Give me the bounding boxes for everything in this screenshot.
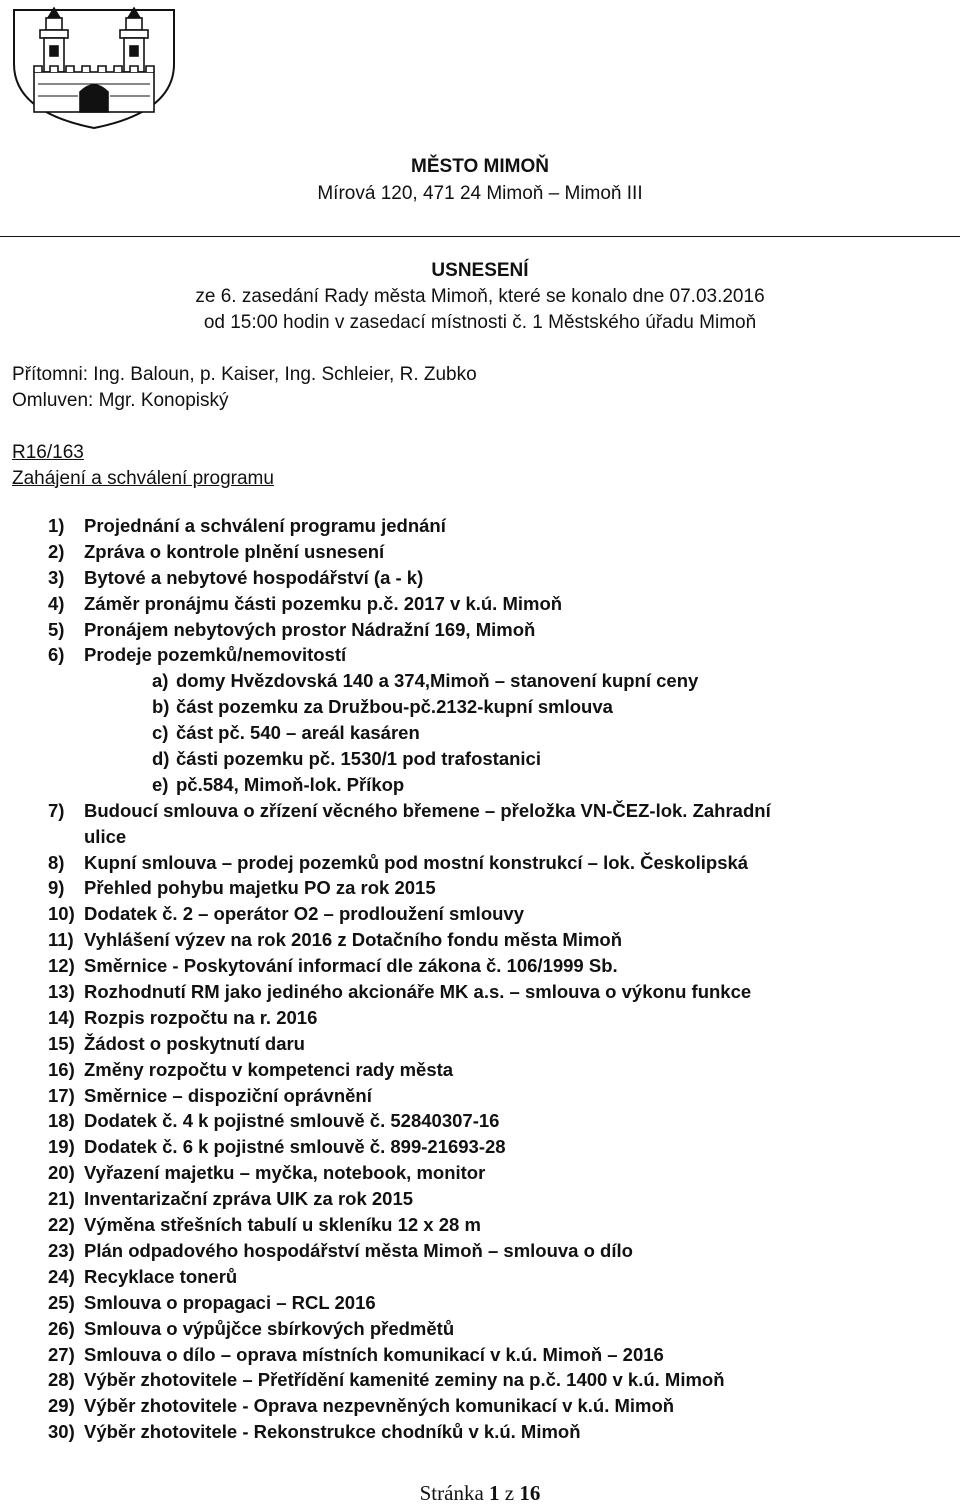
agenda-item-text: Kupní smlouva – prodej pozemků pod mostní konstrukcí – lok. Českolipská <box>84 851 749 873</box>
agenda-item-text: části pozemku pč. 1530/1 pod trafostanici <box>176 748 541 770</box>
agenda-item-text: Výběr zhotovitele – Přetřídění kamenité zeminy na p.č. 1400 v k.ú. Mimoň <box>84 1369 725 1391</box>
agenda-item <box>48 1238 948 1264</box>
agenda-item-text: Vyřazení majetku – myčka, notebook, monitor <box>84 1162 486 1184</box>
agenda-item-text: Výměna střešních tabulí u skleníku 12 x 28 m <box>84 1214 481 1236</box>
town-name: MĚSTO MIMOŇ <box>411 156 549 177</box>
agenda-item <box>48 1057 948 1083</box>
agenda-item <box>48 694 948 720</box>
agenda-item <box>48 979 948 1005</box>
agenda-item <box>48 539 948 565</box>
agenda-item-number: e) <box>152 773 169 795</box>
agenda-item-number: 8) <box>48 851 65 873</box>
agenda-item-number: 16) <box>48 1058 75 1080</box>
page-word: Stránka <box>419 1481 484 1505</box>
resolution-heading: Zahájení a schválení programu <box>12 468 274 489</box>
attendees-present: Přítomni: Ing. Baloun, p. Kaiser, Ing. Schleier, R. Zubko <box>12 364 477 385</box>
agenda-item-number: 19) <box>48 1136 75 1158</box>
agenda-item <box>48 591 948 617</box>
agenda-item-text: Změny rozpočtu v kompetenci rady města <box>84 1058 454 1080</box>
agenda-item <box>48 1031 948 1057</box>
agenda-item-text: Směrnice – dispoziční oprávnění <box>84 1084 372 1106</box>
agenda-item-text: Pronájem nebytových prostor Nádražní 169, Mimoň <box>84 618 536 640</box>
resolution-code: R16/163 <box>12 442 84 463</box>
agenda-item-text: Inventarizační zpráva UIK za rok 2015 <box>84 1188 414 1210</box>
agenda-item <box>48 953 948 979</box>
agenda-item-text: Rozpis rozpočtu na r. 2016 <box>84 1006 318 1028</box>
agenda-item-number: 21) <box>48 1188 75 1210</box>
agenda-item-text: Prodeje pozemků/nemovitostí <box>84 644 347 666</box>
agenda-item-text: Záměr pronájmu části pozemku p.č. 2017 v k.ú. Mimoň <box>84 592 563 614</box>
agenda-item-number: b) <box>152 696 170 718</box>
agenda-item-text: Žádost o poskytnutí daru <box>84 1032 305 1054</box>
agenda-item-number: a) <box>152 670 169 692</box>
agenda-item-text: Dodatek č. 2 – operátor O2 – prodloužení smlouvy <box>84 903 524 925</box>
agenda-item <box>48 1005 948 1031</box>
agenda-item <box>48 1108 948 1134</box>
agenda-item <box>48 1264 948 1290</box>
agenda-item-text: domy Hvězdovská 140 a 374,Mimoň – stanovení kupní ceny <box>176 670 699 692</box>
attendees-excused: Omluven: Mgr. Konopiský <box>12 390 229 411</box>
agenda-item-number: 24) <box>48 1265 75 1287</box>
header-divider <box>0 236 960 237</box>
agenda-item-text: Směrnice - Poskytování informací dle zákona č. 106/1999 Sb. <box>84 955 618 977</box>
agenda-item <box>48 1367 948 1393</box>
agenda-item <box>48 1316 948 1342</box>
agenda-item <box>48 850 948 876</box>
agenda-item-number: 20) <box>48 1162 75 1184</box>
agenda-item <box>48 617 948 643</box>
page-total: 16 <box>519 1481 541 1505</box>
agenda-item-number: 3) <box>48 566 65 588</box>
agenda-item-text: Projednání a schválení programu jednání <box>84 515 446 536</box>
agenda-item-text: Výběr zhotovitele - Rekonstrukce chodníků v k.ú. Mimoň <box>84 1421 581 1443</box>
agenda-item-text: Přehled pohybu majetku PO za rok 2015 <box>84 877 436 899</box>
agenda-item-text: Vyhlášení výzev na rok 2016 z Dotačního fondu města Mimoň <box>84 929 623 951</box>
agenda-item-number: 11) <box>48 929 74 951</box>
agenda-item <box>48 746 948 772</box>
agenda-item-text: Rozhodnutí RM jako jediného akcionáře MK a.s. – smlouva o výkonu funkce <box>84 981 752 1003</box>
agenda-item-number: 22) <box>48 1214 75 1236</box>
agenda-item-number: 27) <box>48 1343 75 1365</box>
agenda-item <box>48 1186 948 1212</box>
agenda-item-text: část pč. 540 – areál kasáren <box>176 722 420 744</box>
of-word: z <box>504 1481 515 1505</box>
agenda-item-number: 2) <box>48 540 65 562</box>
agenda-item-text: Smlouva o výpůjčce sbírkových předmětů <box>84 1317 455 1339</box>
agenda-item <box>48 513 948 539</box>
agenda-item-number: 12) <box>48 955 75 977</box>
agenda-item-text: Zpráva o kontrole plnění usnesení <box>84 540 385 562</box>
agenda-item <box>48 875 948 901</box>
agenda-item-text: Smlouva o propagaci – RCL 2016 <box>84 1291 376 1313</box>
agenda-item-number: 5) <box>48 618 65 640</box>
agenda-item-number: 7) <box>48 799 65 821</box>
agenda-item <box>48 1393 948 1419</box>
agenda-item-text: část pozemku za Družbou-pč.2132-kupní smlouva <box>176 696 613 718</box>
agenda-item-number: 10) <box>48 903 75 925</box>
agenda-item-number: 30) <box>48 1421 75 1443</box>
agenda-item-number: 26) <box>48 1317 75 1339</box>
meeting-info-line-2: od 15:00 hodin v zasedací místnosti č. 1 Městského úřadu Mimoň <box>203 312 757 333</box>
town-coat-of-arms <box>8 4 180 130</box>
agenda-item-number: 17) <box>48 1084 75 1106</box>
agenda-item-text: Dodatek č. 4 k pojistné smlouvě č. 52840307-16 <box>84 1110 500 1132</box>
agenda-item <box>48 1160 948 1186</box>
agenda-item-number: 13) <box>48 981 75 1003</box>
agenda-item-number: 29) <box>48 1395 75 1417</box>
agenda-item-number: 18) <box>48 1110 75 1132</box>
agenda-item-text: Bytové a nebytové hospodářství (a - k) <box>84 566 424 588</box>
agenda-item <box>48 1419 948 1445</box>
agenda-item <box>48 1342 948 1368</box>
page-footer <box>0 1480 960 1506</box>
agenda-list <box>48 513 948 1445</box>
meeting-info-line-1: ze 6. zasedání Rady města Mimoň, které se konalo dne 07.03.2016 <box>195 286 765 307</box>
agenda-item-text: Plán odpadového hospodářství města Mimoň – smlouva o dílo <box>84 1239 633 1261</box>
agenda-item <box>48 927 948 953</box>
agenda-item-text: Dodatek č. 6 k pojistné smlouvě č. 899-21693-28 <box>84 1136 506 1158</box>
agenda-item-number: 25) <box>48 1291 75 1313</box>
agenda-item <box>48 901 948 927</box>
agenda-item <box>48 772 948 798</box>
agenda-item <box>48 824 948 850</box>
agenda-item <box>48 720 948 746</box>
document-title: USNESENÍ <box>431 260 529 281</box>
agenda-item-number: 9) <box>48 877 65 899</box>
agenda-item <box>48 565 948 591</box>
page-current: 1 <box>489 1481 500 1505</box>
agenda-item-text: pč.584, Mimoň-lok. Příkop <box>176 773 405 795</box>
agenda-item <box>48 798 948 824</box>
town-address: Mírová 120, 471 24 Mimoň – Mimoň III <box>317 183 643 204</box>
agenda-item-text: Recyklace tonerů <box>84 1265 238 1287</box>
agenda-item-number: d) <box>152 748 170 770</box>
agenda-item-number: 14) <box>48 1006 75 1028</box>
agenda-item <box>48 668 948 694</box>
agenda-item-text: Výběr zhotovitele - Oprava nezpevněných komunikací v k.ú. Mimoň <box>84 1395 675 1417</box>
agenda-item <box>48 1290 948 1316</box>
agenda-item-text: ulice <box>84 825 127 847</box>
agenda-item-text: Budoucí smlouva o zřízení věcného břemene – přeložka VN-ČEZ-lok. Zahradní <box>84 799 771 821</box>
agenda-item <box>48 642 948 668</box>
agenda-item-number: c) <box>152 722 169 744</box>
agenda-item-number: 28) <box>48 1369 75 1391</box>
agenda-item <box>48 1212 948 1238</box>
agenda-item <box>48 1134 948 1160</box>
agenda-item <box>48 1083 948 1109</box>
agenda-item-text: Smlouva o dílo – oprava místních komunikací v k.ú. Mimoň – 2016 <box>84 1343 664 1365</box>
agenda-item-number: 4) <box>48 592 65 614</box>
agenda-item-number: 1) <box>48 515 65 536</box>
agenda-item-number: 15) <box>48 1032 75 1054</box>
agenda-item-number: 6) <box>48 644 65 666</box>
agenda-item-number: 23) <box>48 1239 75 1261</box>
